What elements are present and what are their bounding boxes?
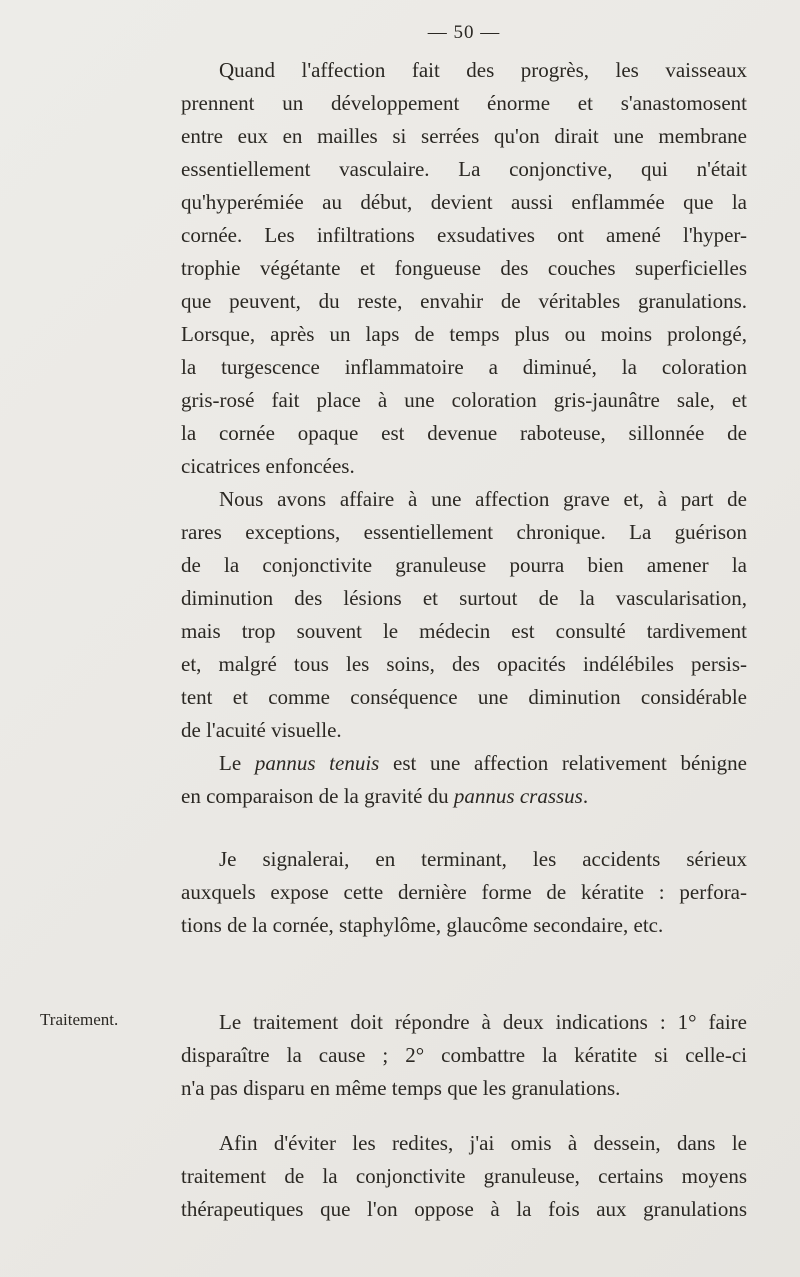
margin-note-traitement: Traitement.: [40, 1010, 119, 1029]
paragraph: [181, 1127, 747, 1226]
text-line: mais trop souvent le médecin est consulté tardivement: [181, 619, 747, 643]
text-line: essentiellement vasculaire. La conjonctive, qui n'était: [181, 157, 747, 181]
paragraph: [181, 483, 747, 747]
page-number: — 50 —: [427, 22, 501, 43]
text-line: la turgescence inflammatoire a diminué, la coloration: [181, 355, 747, 379]
text-line: de la conjonctivite granuleuse pourra bien amener la: [181, 553, 747, 577]
text-line: n'a pas disparu en même temps que les granulations.: [181, 1076, 621, 1100]
text-line: cornée. Les infiltrations exsudatives ont amené l'hyper-: [181, 223, 747, 247]
text-line: en comparaison de la gravité du pannus crassus.: [181, 784, 589, 808]
text-line: disparaître la cause ; 2° combattre la kératite si celle-ci: [181, 1043, 747, 1067]
text-line: traitement de la conjonctivite granuleuse, certains moyens: [181, 1164, 747, 1188]
paragraph: [181, 54, 747, 483]
text-line: de l'acuité visuelle.: [181, 718, 342, 742]
paragraph: [181, 747, 747, 813]
italic-term: pannus tenuis: [254, 751, 380, 775]
text-line: Quand l'affection fait des progrès, les vaisseaux: [219, 58, 747, 82]
text-line: Afin d'éviter les redites, j'ai omis à dessein, dans le: [219, 1131, 747, 1155]
text-line: auxquels expose cette dernière forme de kératite : perfora-: [181, 880, 747, 904]
paragraph: [181, 843, 747, 942]
text-line: rares exceptions, essentiellement chronique. La guérison: [181, 520, 747, 544]
text-line: Lorsque, après un laps de temps plus ou moins prolongé,: [181, 322, 747, 346]
text-line: et, malgré tous les soins, des opacités indélébiles persis-: [181, 652, 747, 676]
text-line: tions de la cornée, staphylôme, glaucôme secondaire, etc.: [181, 913, 664, 937]
text-line: entre eux en mailles si serrées qu'on dirait une membrane: [181, 124, 747, 148]
text-line: diminution des lésions et surtout de la vascularisation,: [181, 586, 747, 610]
text-line: prennent un développement énorme et s'anastomosent: [181, 91, 747, 115]
text-line: tent et comme conséquence une diminution considérable: [181, 685, 747, 709]
text-line: trophie végétante et fongueuse des couches superficielles: [181, 256, 747, 280]
body-text: [181, 54, 747, 1226]
italic-term: pannus crassus: [453, 784, 583, 808]
text-line: Le pannus tenuis est une affection relativement bénigne: [219, 751, 748, 775]
text-line: Le traitement doit répondre à deux indications : 1° faire: [219, 1010, 747, 1034]
paragraph: [181, 1006, 747, 1105]
text-line: la cornée opaque est devenue raboteuse, sillonnée de: [181, 421, 747, 445]
text-line: thérapeutiques que l'on oppose à la fois aux granulations: [181, 1197, 747, 1221]
text-line: cicatrices enfoncées.: [181, 454, 355, 478]
text-line: qu'hyperémiée au début, devient aussi enflammée que la: [181, 190, 747, 214]
text-line: gris-rosé fait place à une coloration gris-jaunâtre sale, et: [181, 388, 747, 412]
text-line: Je signalerai, en terminant, les accidents sérieux: [219, 847, 747, 871]
text-line: que peuvent, du reste, envahir de véritables granulations.: [181, 289, 747, 313]
text-line: Nous avons affaire à une affection grave et, à part de: [219, 487, 747, 511]
